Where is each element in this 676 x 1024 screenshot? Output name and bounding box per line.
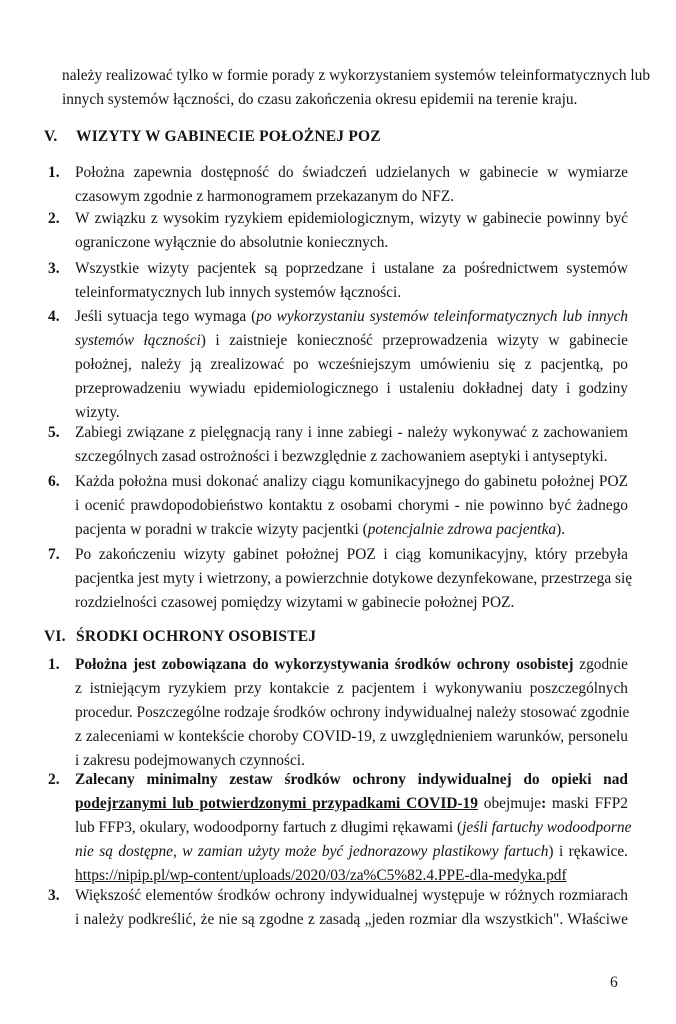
list-item <box>44 421 628 469</box>
page-number: 6 <box>610 974 618 991</box>
text-line: rozdzielności czasowej pomiędzy wizytami w gabinecie położnej POZ. <box>75 594 515 611</box>
text-line: ograniczone wyłącznie do absolutnie koniecznych. <box>75 234 389 251</box>
list-item <box>44 653 628 773</box>
text-line <box>75 518 628 542</box>
text-line: z istniejącym ryzykiem przy kontakcie z pacjentem i wykonywaniu poszczególnych <box>75 680 628 697</box>
text-line: należy realizować tylko w formie porady z wykorzystaniem systemów teleinformatycznych lub <box>62 67 651 84</box>
list-item <box>44 543 633 615</box>
list-item <box>44 884 628 932</box>
text-line <box>75 792 628 816</box>
section-heading-vi <box>44 628 316 646</box>
list-item <box>44 470 628 542</box>
item-number: 4. <box>48 308 60 325</box>
bold-text: Zalecany minimalny zestaw środków ochrony indywidualnej do opieki nad <box>75 771 628 788</box>
text-line: Każda położna musi dokonać analizy ciągu komunikacyjnego do gabinetu położnej POZ <box>75 473 628 490</box>
italic-text: nie są dostępne, w zamian użyty może być jednorazowy plastikowy fartuch <box>75 843 549 860</box>
text-line: procedur. Poszczególne rodzaje środków ochrony indywidualnej należy stosować zgodnie <box>75 704 630 721</box>
text-line: Zabiegi związane z pielęgnacją rany i inne zabiegi - należy wykonywać z zachowaniem <box>75 424 628 441</box>
item-number: 2. <box>48 210 60 227</box>
text-line: wizyty. <box>75 404 120 421</box>
text-line: przeprowadzeniu wywiadu epidemiologicznego i ustaleniu dokładnej daty i godziny <box>75 380 628 397</box>
text-line: Wszystkie wizyty pacjentek są poprzedzane i ustalane za pośrednictwem systemów <box>75 260 628 277</box>
text-line: i zakresu podejmowanych czynności. <box>75 752 305 769</box>
text-line: szczególnych zasad ostrożności i bezwzględnie z zachowaniem aseptyki i antyseptyki. <box>75 448 608 465</box>
text-run: Jeśli sytuacja tego wymaga ( <box>75 308 257 325</box>
item-number: 5. <box>48 424 60 441</box>
text-run: ) i rękawice. <box>548 843 629 860</box>
text-run: ) i zaistnieje konieczność przeprowadzenia wizyty w gabinecie <box>200 332 628 349</box>
text-line <box>75 840 628 864</box>
text-line: i należy podkreślić, że nie są zgodne z zasadą „jeden rozmiar dla wszystkich". Właściwe <box>75 911 628 928</box>
text-line <box>75 768 628 792</box>
item-number: 3. <box>48 260 60 277</box>
text-line: położnej, należy ją zrealizować po wcześniejszym umówieniu się z pacjentką, po <box>75 356 628 373</box>
list-item <box>44 768 632 888</box>
item-number: 6. <box>48 473 60 490</box>
text-line: pacjentka jest myty i wietrzony, a powierzchnie dotykowe dezynfekowane, przestrzega się <box>75 570 633 587</box>
text-run: obejmuje <box>477 795 542 812</box>
list-item <box>44 161 628 209</box>
text-run: lub FFP3, okulary, wodoodporny fartuch z długimi rękawami ( <box>75 819 463 836</box>
text-run: zgodnie <box>573 656 628 673</box>
bold-underlined-text: podejrzanymi lub potwierdzonymi przypadkami COVID-19 <box>75 795 478 812</box>
item-number: 2. <box>48 771 60 788</box>
italic-text: potencjalnie zdrowa pacjentka <box>367 521 557 538</box>
bold-text: Położna jest zobowiązana do wykorzystywania środków ochrony osobistej <box>75 656 574 673</box>
intro-paragraph <box>62 64 651 112</box>
item-number: 1. <box>48 164 60 181</box>
item-number: 7. <box>48 546 60 563</box>
section-number: VI. <box>44 628 66 645</box>
text-line: czasowym zgodnie z harmonogramem przekazanym do NFZ. <box>75 188 455 205</box>
text-line: teleinformatycznych lub innych systemów łączności. <box>75 284 402 301</box>
text-line: innych systemów łączności, do czasu zakończenia okresu epidemii na terenie kraju. <box>62 91 578 108</box>
text-run: ). <box>556 521 566 538</box>
text-line: Położna zapewnia dostępność do świadczeń udzielanych w gabinecie w wymiarze <box>75 164 628 181</box>
list-item <box>44 207 628 255</box>
italic-text: systemów łączności <box>75 332 201 349</box>
list-item <box>44 305 628 425</box>
text-line: z zaleceniami w kontekście choroby COVID-19, z uwzględnieniem warunków, personelu <box>75 728 628 745</box>
italic-text: po wykorzystaniu systemów teleinformatycznych lub innych <box>256 308 628 325</box>
list-item <box>44 257 628 305</box>
item-number: 1. <box>48 656 60 673</box>
text-line <box>75 816 632 840</box>
text-line <box>75 305 628 329</box>
text-line: Większość elementów środków ochrony indywidualnej występuje w różnych rozmiarach <box>75 887 628 904</box>
text-line: Po zakończeniu wizyty gabinet położnej POZ i ciąg komunikacyjny, który przebyła <box>75 546 628 563</box>
text-line <box>75 653 628 677</box>
bold-text: : <box>541 795 547 812</box>
text-line <box>75 329 628 353</box>
item-number: 3. <box>48 887 60 904</box>
text-run: maski FFP2 <box>546 795 628 812</box>
italic-text: jeśli fartuchy wodoodporne <box>462 819 632 836</box>
text-line: W związku z wysokim ryzykiem epidemiologicznym, wizyty w gabinecie powinny być <box>75 210 628 227</box>
text-run: pacjenta w poradni w trakcie wizyty pacjentki ( <box>75 521 368 538</box>
text-line: i ocenić prawdopodobieństwo kontaktu z osobami chorymi - nie powinno być żadnego <box>75 497 628 514</box>
section-number: V. <box>44 128 58 145</box>
section-title: ŚRODKI OCHRONY OSOBISTEJ <box>76 628 317 645</box>
section-title: WIZYTY W GABINECIE POŁOŻNEJ POZ <box>76 128 381 145</box>
section-heading-v <box>44 128 381 146</box>
ppe-document-link[interactable]: https://nipip.pl/wp-content/uploads/2020/03/za%C5%82.4.PPE-dla-medyka.pdf <box>75 867 567 884</box>
